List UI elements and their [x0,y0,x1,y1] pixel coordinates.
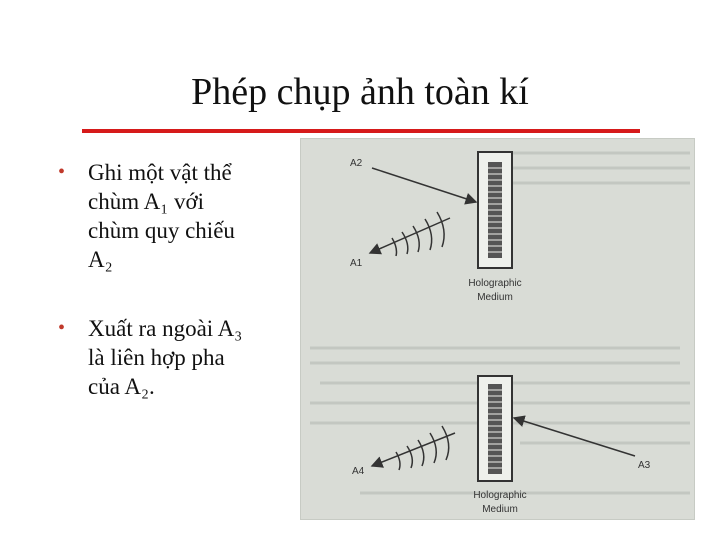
medium-label-line2: Medium [482,504,518,515]
medium-label-line1: Holographic [468,278,522,289]
medium-label-line2: Medium [477,292,513,303]
hologram-diagram-photo [300,138,695,520]
bullet-line: của A₂. [88,374,155,399]
label-a4: A4 [352,466,365,477]
label-a3: A3 [638,460,651,471]
medium-label-line1: Holographic [473,490,527,501]
bullet-item-2 [58,314,293,401]
bullet-line: chùm quy chiếu [88,218,235,243]
bullet-item-1 [58,158,293,274]
bullet-line: Ghi một vật thể [88,160,232,185]
bullet-dot-icon: • [58,161,66,183]
bottom-fringe-pattern [488,384,502,474]
bullet-list [58,158,293,441]
slide-title: Phép chụp ảnh toàn kí [191,71,529,113]
bullet-line: là liên hợp pha [88,345,225,370]
bullet-dot-icon: • [58,317,66,339]
label-a2: A2 [350,158,363,169]
bullet-line: chùm A₁ với [88,189,205,214]
bullet-line: A₂ [88,247,113,272]
title-underline [82,129,640,133]
bullet-line: Xuất ra ngoài A₃ [88,316,243,341]
label-a1: A1 [350,258,363,269]
